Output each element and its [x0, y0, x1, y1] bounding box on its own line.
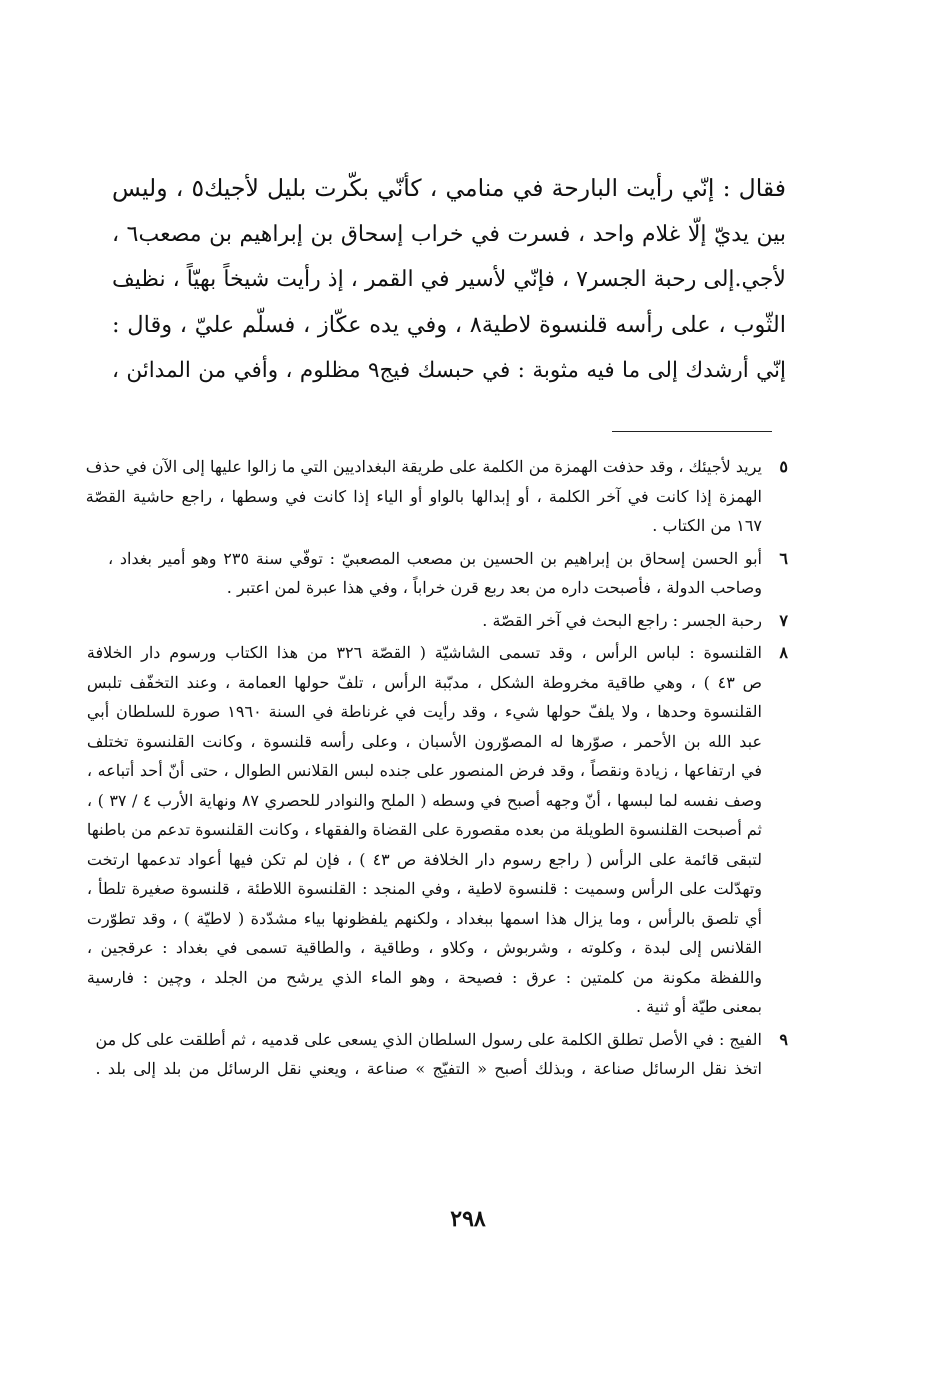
- footnote-line: الفيج : في الأصل تطلق الكلمة على رسول السلطان الذي يسعى على قدميه ، ثم أطلقت على كل من: [95, 1029, 762, 1049]
- footnote-line: القلنسوة : لباس الرأس ، وقد تسمى الشاشيّة ( القصّة ٣٢٦ من هذا الكتاب ورسوم دار الخلافة: [86, 643, 762, 662]
- footnote-line: اتخذ نقل الرسائل صناعة ، وبذلك أصبح « التفيّج » صناعة ، ويعني نقل الرسائل من بلد إلى بلد .: [95, 1059, 762, 1078]
- footnote-line: لتبقى قائمة على الرأس ( راجع رسوم دار الخلافة ص ٤٣ ) ، فإن لم تكن فيها أعواد تدعمها ارتخت: [86, 849, 762, 869]
- footnote-line: ثم أصبحت القلنسوة الطويلة من بعده مقصورة على القضاة والفقهاء ، وكانت القلنسوة تدعم من باطنها: [86, 820, 762, 839]
- footnote-line: القلنسوة وحدها ، ولا يلفّ حولها شيء ، وقد رأيت في غرناطة في السنة ١٩٦٠ صورة للسلطان أبي: [86, 702, 762, 721]
- footnote-number: ٨: [779, 643, 788, 662]
- footnote-6: [108, 544, 788, 603]
- footnote-body: [95, 1025, 762, 1084]
- footnote-line: وصاحب الدولة ، فأصبحت داره من بعد ربع قرن خراباً ، وفي هذا عبرة لمن اعتبر .: [226, 578, 762, 597]
- footnote-line: القلانس إلى لبدة ، وكلوته ، وشربوش ، وكلاو ، وطاقية ، والطاقية تسمى في بغداد : عرقجين ،: [86, 938, 762, 957]
- footnote-body: [87, 638, 762, 1022]
- footnote-body: [86, 452, 762, 541]
- footnote-line: وصف نفسه لما لبسها ، أنّ وجهه أصبح في وسطه ( الملح والنوادر للحصري ٨٧ ونهاية الأرب ٤ / ٣٧ ) ،: [86, 790, 763, 810]
- main-text-line: لأجي.إلى رحبة الجسر٧ ، فإنّي لأسير في القمر ، إذ رأيت شيخاً بهيّاً ، نظيف: [112, 267, 786, 292]
- footnote-body: [108, 544, 762, 603]
- footnote-line: رحبة الجسر : راجع البحث في آخر القصّة .: [482, 610, 762, 630]
- footnote-number: ٥: [779, 457, 788, 476]
- footnote-line: وتهدّلت على الرأس وسميت : قلنسوة لاطية ، وفي المنجد : القلنسوة اللاطئة ، قلنسوة صغيرة تلطأ ،: [86, 879, 762, 898]
- footnote-line: يريد لأجيئك ، وقد حذفت الهمزة من الكلمة على طريقة البغداديين التي ما زالوا عليها إلى الآن في حذف: [85, 457, 762, 476]
- footnotes: [85, 452, 788, 1087]
- footnote-line: في ارتفاعها ، زيادة ونقصاً ، وقد فرض المنصور على جنده لبس القلانس الطوال ، حتى أنّ أحد أتباعه ،: [86, 761, 762, 780]
- footnote-number: ٩: [779, 1029, 788, 1049]
- page-number: ٢٩٨: [450, 1206, 486, 1232]
- footnote-number: ٧: [779, 610, 788, 630]
- main-text: [112, 166, 786, 394]
- footnote-body: [108, 606, 762, 636]
- main-text-line: الثّوب ، على رأسه قلنسوة لاطية٨ ، وفي يده عكّاز ، فسلّم عليّ ، وقال :: [112, 311, 786, 338]
- footnote-line: ١٦٧ من الكتاب .: [652, 516, 762, 535]
- footnote-line: أي تلصق بالرأس ، وما يزال هذا اسمها ببغداد ، ولكنهم يلفظونها بياء مشدّدة ( لاطيّة ) ، وقد تطوّرت: [86, 908, 762, 928]
- footnote-line: واللفظة مكونة من كلمتين : عرق : فصيحة ، وهو الماء الذي يرشح من الجلد ، وچين : فارسية: [86, 967, 762, 987]
- main-text-line: فقال : إنّي رأيت البارحة في منامي ، كأنّي بكّرت بليل لأجيك٥ ، وليس: [112, 174, 786, 202]
- main-text-line: بين يديّ إلّا غلام واحد ، فسرت في خراب إسحاق بن إبراهيم بن مصعب٦ ،: [112, 221, 787, 247]
- footnote-7: [108, 606, 788, 636]
- footnote-9: [95, 1025, 788, 1084]
- main-text-line: إنّي أرشدك إلى ما فيه مثوبة : في حبسك فيج٩ مظلوم ، وأفي من المدائن ،: [112, 358, 786, 383]
- footnote-number: ٦: [779, 548, 788, 568]
- footnote-line: ص ٤٣ ) ، وهي طاقية مخروطة الشكل ، مدبّبة الرأس ، تلفّ حولها العمامة ، وعند التخفّف تلبس: [86, 672, 762, 692]
- footnote-line: الهمزة إذا كانت في آخر الكلمة ، أو إبدالها بالواو أو الياء إذا كانت في وسطها ، راجع حاشية القصّة: [85, 486, 762, 506]
- footnote-8: [86, 638, 788, 1022]
- footnote-separator: [612, 431, 772, 432]
- footnote-5: [85, 452, 788, 541]
- footnote-line: أبو الحسن إسحاق بن إبراهيم بن الحسين بن مصعب المصعبيّ : توفّي سنة ٢٣٥ وهو أمير بغداد ،: [108, 548, 763, 568]
- footnote-line: عبد الله بن الأحمر ، صوّرها له المصوّرون الأسبان ، وعلى رأسه قلنسوة ، وكانت القلنسوة تختلف: [86, 731, 762, 751]
- footnote-line: بمعنى طيّة أو ثنية .: [635, 997, 762, 1016]
